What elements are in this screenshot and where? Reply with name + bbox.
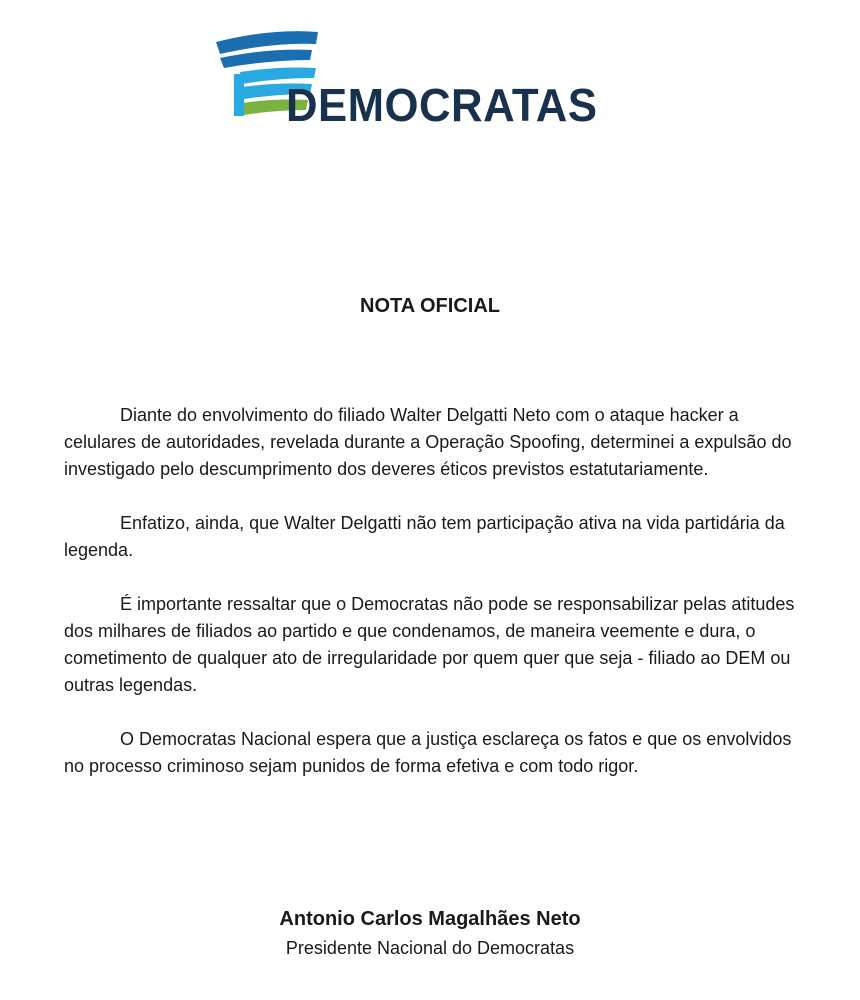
- signatory-name: Antonio Carlos Magalhães Neto: [279, 908, 581, 930]
- democratas-logo: [212, 28, 612, 131]
- logo-wordmark-text: DEMOCRATAS: [286, 79, 598, 131]
- signatory-role: Presidente Nacional do Democratas: [285, 938, 575, 958]
- logo-wordmark: [286, 79, 598, 131]
- paragraph-1: Diante do envolvimento do filiado Walter Delgatti Neto com o ataque hacker a celulares de autoridades, revelada durante a Operação Spoofing, determinei a expulsão do investigado pelo descumprimento dos deveres éticos previstos estatutariamente.: [64, 405, 792, 479]
- page-title: NOTA OFICIAL: [360, 295, 500, 317]
- paragraph-4: O Democratas Nacional espera que a justiça esclareça os fatos e que os envolvidos no processo criminoso sejam punidos de forma efetiva e com todo rigor.: [64, 729, 792, 776]
- note-body: [64, 402, 799, 807]
- paragraph-3: É importante ressaltar que o Democratas não pode se responsabilizar pelas atitudes dos milhares de filiados ao partido e que condenamos, de maneira veemente e dura, o cometimento de qualquer ato de irregularidade por quem quer que seja - filiado ao DEM ou outras legendas.: [64, 594, 795, 695]
- paragraph-2: Enfatizo, ainda, que Walter Delgatti não tem participação ativa na vida partidária da legenda.: [64, 513, 785, 560]
- signature-block: [0, 906, 860, 961]
